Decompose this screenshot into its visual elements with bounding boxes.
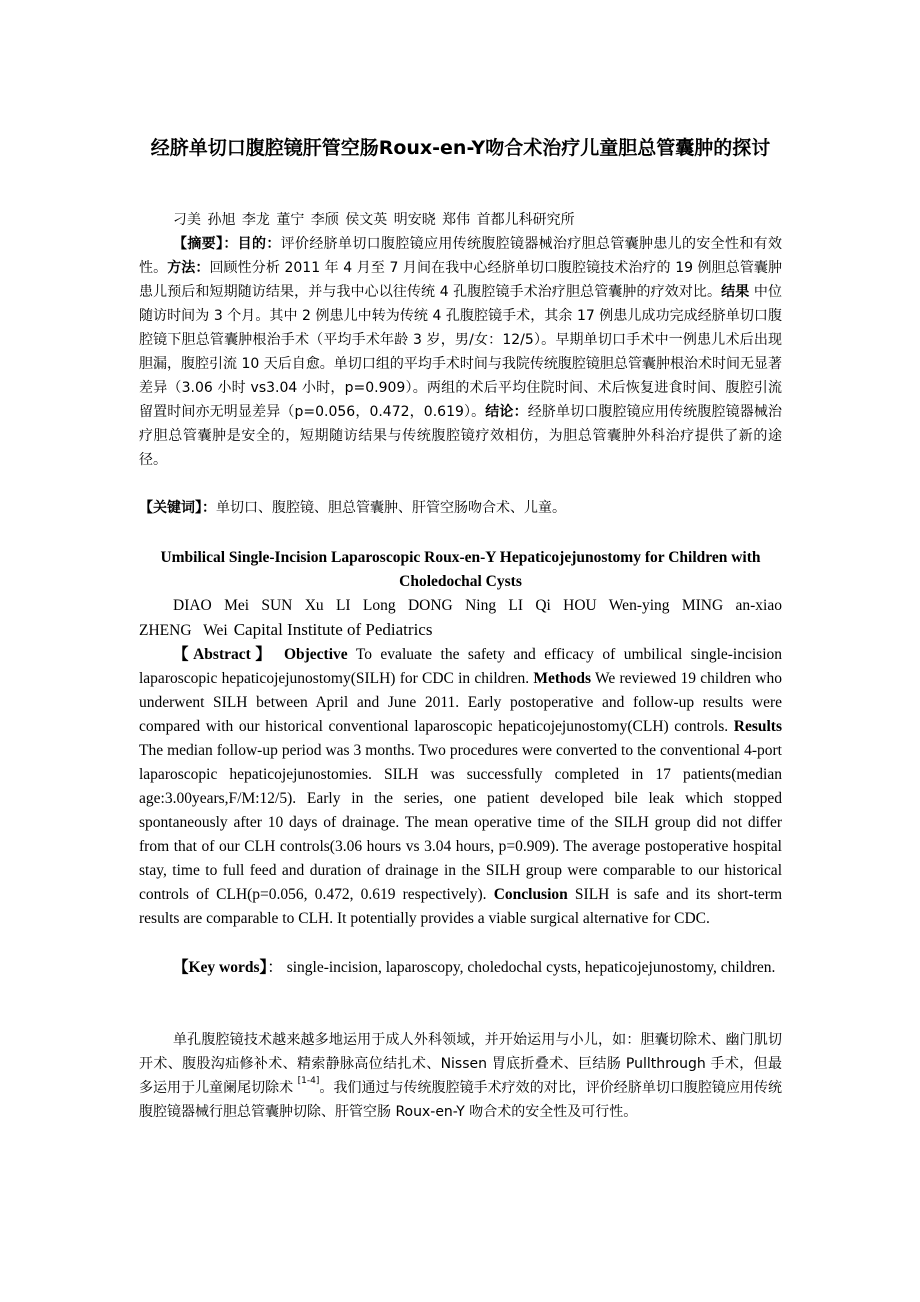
introduction-paragraph bbox=[139, 1028, 782, 1124]
english-keywords bbox=[139, 956, 782, 980]
methods-label-cn: 方法： bbox=[167, 260, 210, 276]
results-label-en: Results bbox=[733, 718, 782, 735]
methods-label-en: Methods bbox=[533, 670, 592, 687]
english-authors bbox=[139, 594, 782, 643]
english-title: Umbilical Single-Incision Laparoscopic Roux-en-Y Hepaticojejunostomy for Children with Choledochal Cysts bbox=[160, 549, 761, 590]
intro-text-before-citation: 单孔腹腔镜技术越来越多地运用于成人外科领域，并开始运用与小儿，如：胆囊切除术、幽门肌切开术、腹股沟疝修补术、精索静脉高位结扎术、Nissen 胃底折叠术、巨结肠 Pullthrough 手术，但最多运用于儿童阑尾切除术 bbox=[139, 1032, 782, 1096]
keywords-text-cn: 单切口、腹腔镜、胆总管囊肿、肝管空肠吻合术、儿童。 bbox=[216, 500, 566, 516]
chinese-abstract bbox=[139, 232, 782, 472]
methods-text-cn: 回顾性分析 2011 年 4 月至 7 月间在我中心经脐单切口腹腔镜技术治疗的 19 例胆总管囊肿患儿预后和短期随访结果，并与我中心以往传统 4 孔腹腔镜手术治疗胆总管囊肿的疗效对比。 bbox=[139, 260, 783, 300]
results-text-en: The median follow-up period was 3 months. Two procedures were converted to the conventional 4-port laparoscopic hepaticojejunostomies. SILH was successfully completed in 17 patients(median age:3.00years,F/M:12/5). Early in the series, one patient developed bile leak which stopped spontaneously after 10 days of drainage. The mean operative time of the SILH group did not differ from that of our CLH controls(3.06 hours vs 3.04 hours, p=0.909). The average postoperative hospital stay, time to full feed and duration of drainage in the SILH group were comparable to our historical controls of CLH(p=0.056, 0.472, 0.619 respectively). bbox=[139, 742, 782, 903]
objective-label-en: Objective bbox=[283, 646, 348, 663]
english-abstract bbox=[139, 643, 782, 931]
objective-text-cn: 评价经脐单切口腹腔镜应用传统腹腔镜器械治疗胆总管囊肿患儿的安全性和有效性。 bbox=[139, 236, 783, 276]
keywords-text-en: single-incision, laparoscopy, choledochal cysts, hepaticojejunostomy, children. bbox=[282, 959, 776, 976]
objective-text-en: To evaluate the safety and efficacy of umbilical single-incision laparoscopic hepaticojejunostomy(SILH) for CDC in children. bbox=[139, 646, 782, 687]
chinese-title: 经脐单切口腹腔镜肝管空肠Roux-en-Y吻合术治疗儿童胆总管囊肿的探讨 bbox=[150, 137, 771, 159]
methods-text-en: We reviewed 19 children who underwent SILH between April and June 2011. Early postoperative and follow-up results were compared with our historical conventional laparoscopic hepaticojejunostomy(CLH) controls. bbox=[139, 670, 782, 735]
chinese-keywords bbox=[139, 496, 782, 520]
conclusion-label-en: Conclusion bbox=[493, 886, 568, 903]
chinese-authors: 刁美 孙旭 李龙 董宁 李颀 侯文英 明安晓 郑伟 首都儿科研究所 bbox=[173, 212, 575, 228]
objective-label-cn: 目的： bbox=[237, 236, 281, 252]
abstract-label-cn: 【摘要】： bbox=[173, 236, 238, 252]
keywords-label-cn: 【关键词】： bbox=[139, 500, 216, 516]
intro-citation: [1-4] bbox=[297, 1076, 320, 1086]
results-text-cn: 中位随访时间为 3 个月。其中 2 例患儿中转为传统 4 孔腹腔镜手术，其余 17 例患儿成功完成经脐单切口腹腔镜下胆总管囊肿根治手术（平均手术年龄 3 岁，男/女：12/5）。早期单切口手术中一例患儿术后出现胆漏，腹腔引流 10 天后自愈。单切口组的平均手术时间与我院传统腹腔镜胆总管囊肿根治术时间无显著差异（3.06 小时 vs3.04 小时，p=0.909）。两组的术后平均住院时间、术后恢复进食时间、腹腔引流留置时间亦无明显差异（p=0.056，0.472，0.619）。 bbox=[139, 284, 783, 420]
keywords-colon-en: ： bbox=[267, 959, 283, 976]
results-label-cn: 结果 bbox=[721, 284, 750, 300]
keywords-label-en: 【Key words】 bbox=[173, 959, 268, 976]
english-author-names: DIAO Mei SUN Xu LI Long DONG Ning LI Qi HOU Wen-ying MING an-xiao ZHENG Wei bbox=[139, 597, 782, 639]
conclusion-label-cn: 结论： bbox=[485, 404, 528, 420]
intro-text-after-citation: 。我们通过与传统腹腔镜手术疗效的对比，评价经脐单切口腹腔镜应用传统腹腔镜器械行胆总管囊肿切除、肝管空肠 Roux-en-Y 吻合术的安全性及可行性。 bbox=[139, 1080, 783, 1120]
abstract-label-en: 【Abstract】 bbox=[173, 646, 276, 663]
conclusion-text-cn: 经脐单切口腹腔镜应用传统腹腔镜器械治疗胆总管囊肿是安全的，短期随访结果与传统腹腔镜疗效相仿，为胆总管囊肿外科治疗提供了新的途径。 bbox=[139, 404, 783, 468]
english-institution: Capital Institute of Pediatrics bbox=[233, 620, 433, 639]
conclusion-text-en: SILH is safe and its short-term results are comparable to CLH. It potentially provides a viable surgical alternative for CDC. bbox=[139, 886, 782, 927]
